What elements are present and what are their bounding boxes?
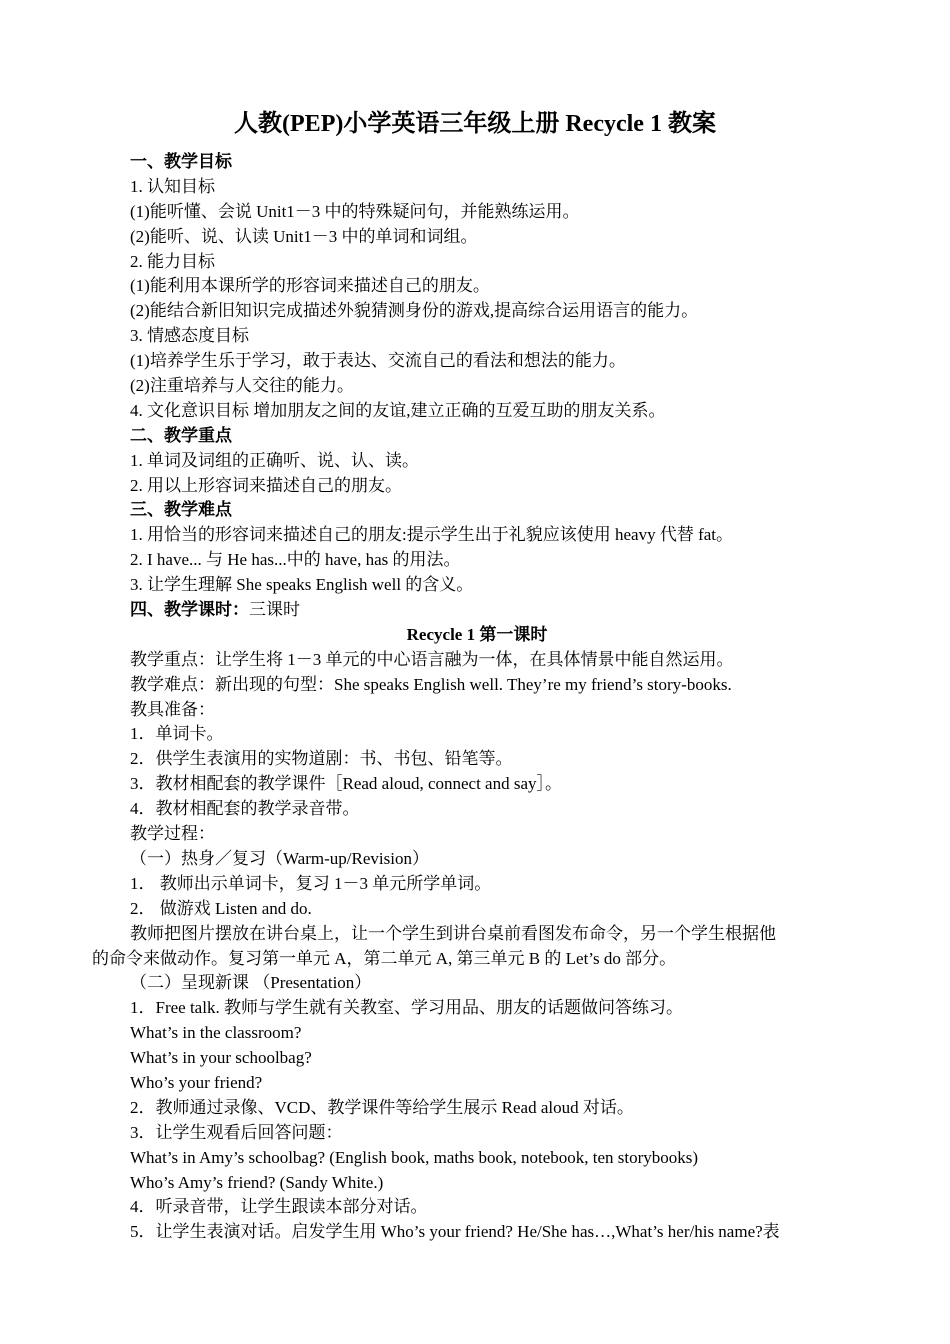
text-line: (2)能结合新旧知识完成描述外貌猜测身份的游戏,提高综合运用语言的能力。: [130, 301, 699, 321]
text-line: 4．教材相配套的教学录音带。: [130, 799, 360, 819]
text-line: Who’s your friend?: [130, 1072, 263, 1092]
text-line: 3. 让学生理解 She speaks English well 的含义。: [130, 575, 474, 595]
text-line: 2．教师通过录像、VCD、教学课件等给学生展示 Read aloud 对话。: [130, 1097, 634, 1117]
text-line: 1．Free talk. 教师与学生就有关教室、学习用品、朋友的话题做问答练习。: [130, 998, 683, 1018]
text-line: 2． 做游戏 Listen and do.: [130, 898, 312, 918]
text-line: 2. I have... 与 He has...中的 have, has 的用法。: [130, 550, 461, 570]
line-label: 四、教学课时：: [130, 600, 249, 620]
section-heading: 一、教学目标: [130, 152, 232, 171]
text-line: [92, 598, 862, 623]
text-line: （二）呈现新课 （Presentation）: [130, 973, 372, 993]
text-line: (2)能听、说、认读 Unit1－3 中的单词和词组。: [130, 226, 478, 246]
text-line: What’s in Amy’s schoolbag? (English book, maths book, notebook, ten storybooks): [130, 1147, 699, 1167]
text-line: What’s in your schoolbag?: [130, 1048, 312, 1068]
text-line: 1．单词卡。: [130, 724, 224, 744]
text-line: 教学过程：: [130, 824, 215, 844]
text-line: 1． 教师出示单词卡，复习 1－3 单元所学单词。: [130, 873, 492, 893]
text-line: 1. 单词及词组的正确听、说、认、读。: [130, 450, 419, 470]
text-line: 教师把图片摆放在讲台桌上，让一个学生到讲台桌前看图发布命令，另一个学生根据他: [130, 923, 776, 943]
text-line: 4. 文化意识目标 增加朋友之间的友谊,建立正确的互爱互助的朋友关系。: [130, 400, 666, 420]
document-body: [92, 150, 862, 1245]
text-line: (1)能利用本课所学的形容词来描述自己的朋友。: [130, 276, 490, 296]
section-heading: 二、教学重点: [130, 425, 232, 445]
line-text: 三课时: [249, 600, 300, 620]
text-line: 3. 情感态度目标: [130, 326, 249, 346]
text-line: 的命令来做动作。复习第一单元 A，第二单元 A, 第三单元 B 的 Let’s do 部分。: [92, 948, 677, 968]
text-line: 3．教材相配套的教学课件［Read aloud, connect and say］。: [130, 774, 563, 794]
page-title: 人教(PEP)小学英语三年级上册 Recycle 1 教案: [234, 111, 716, 137]
text-line: (1)培养学生乐于学习，敢于表达、交流自己的看法和想法的能力。: [130, 351, 626, 371]
text-line: 教具准备：: [130, 699, 215, 719]
text-line: 2. 能力目标: [130, 251, 215, 271]
text-line: 1. 认知目标: [130, 176, 215, 196]
text-line: 2. 用以上形容词来描述自己的朋友。: [130, 475, 402, 495]
text-line: (2)注重培养与人交往的能力。: [130, 376, 354, 396]
section-heading: Recycle 1 第一课时: [406, 624, 548, 644]
text-line: 教学重点：让学生将 1－3 单元的中心语言融为一体，在具体情景中能自然运用。: [130, 649, 734, 669]
text-line: 4．听录音带，让学生跟读本部分对话。: [130, 1197, 428, 1217]
text-line: 5．让学生表演对话。启发学生用 Who’s your friend? He/She has…,What’s her/his name?表: [130, 1222, 780, 1242]
section-heading: 三、教学难点: [130, 500, 232, 520]
text-line: Who’s Amy’s friend? (Sandy White.): [130, 1172, 384, 1192]
text-line: （一）热身／复习（Warm-up/Revision）: [130, 848, 429, 868]
text-line: (1)能听懂、会说 Unit1－3 中的特殊疑问句，并能熟练运用。: [130, 201, 580, 221]
text-line: 3．让学生观看后回答问题：: [130, 1122, 343, 1142]
text-line: 2．供学生表演用的实物道剧：书、书包、铅笔等。: [130, 749, 513, 769]
text-line: 教学难点：新出现的句型：She speaks English well. They’re my friend’s story-books.: [130, 674, 732, 694]
text-line: 1. 用恰当的形容词来描述自己的朋友:提示学生出于礼貌应该使用 heavy 代替 fat。: [130, 525, 733, 545]
text-line: What’s in the classroom?: [130, 1023, 302, 1043]
